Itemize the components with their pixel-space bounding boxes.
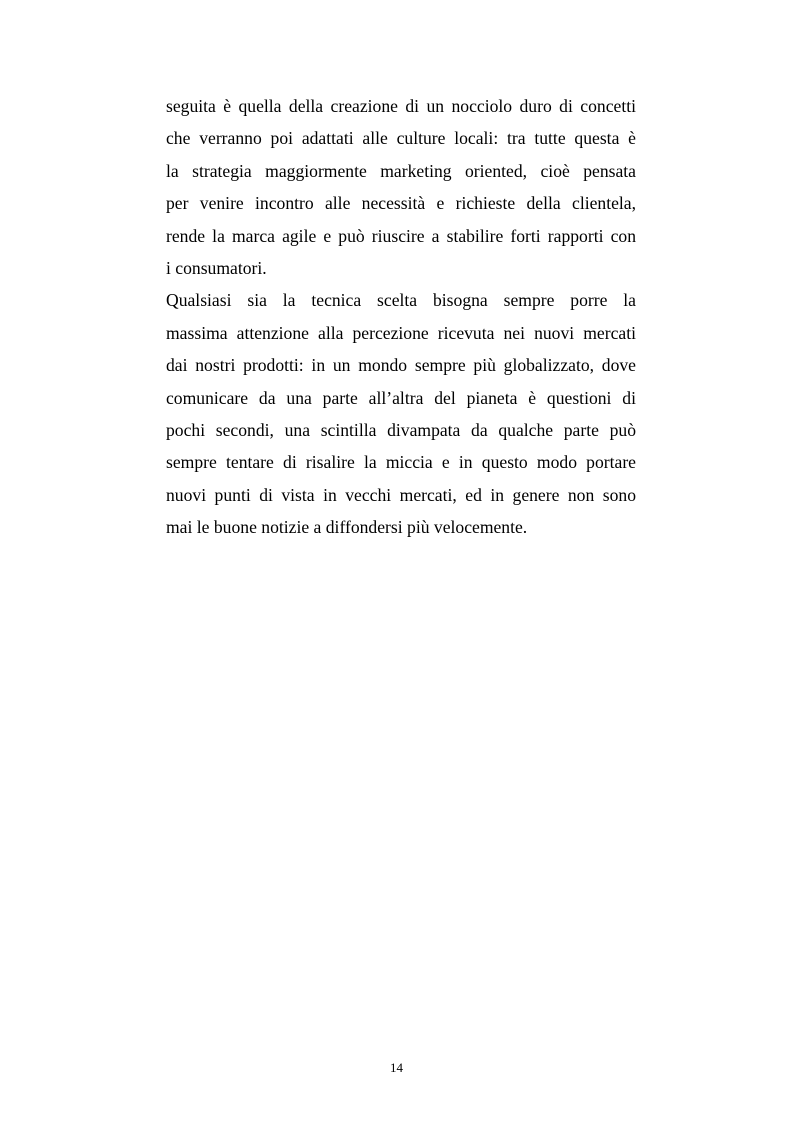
text-line: rende la marca agile e può riuscire a stabilire forti rapporti con bbox=[166, 225, 636, 246]
text-line: la strategia maggiormente marketing oriented, cioè pensata bbox=[166, 160, 636, 181]
text-line: massima attenzione alla percezione ricevuta nei nuovi mercati bbox=[166, 322, 636, 343]
text-line: i consumatori. bbox=[166, 257, 267, 278]
text-line: che verranno poi adattati alle culture locali: tra tutte questa è bbox=[166, 128, 636, 149]
text-line: per venire incontro alle necessità e richieste della clientela, bbox=[166, 193, 636, 214]
paragraph-1 bbox=[166, 90, 636, 284]
body-text bbox=[166, 90, 636, 543]
text-line: pochi secondi, una scintilla divampata da qualche parte può bbox=[166, 419, 636, 440]
text-line: comunicare da una parte all’altra del pianeta è questioni di bbox=[166, 387, 636, 408]
text-line: seguita è quella della creazione di un nocciolo duro di concetti bbox=[166, 96, 636, 116]
text-line: Qualsiasi sia la tecnica scelta bisogna sempre porre la bbox=[166, 290, 636, 311]
text-line: nuovi punti di vista in vecchi mercati, ed in genere non sono bbox=[166, 484, 636, 505]
text-line: sempre tentare di risalire la miccia e in questo modo portare bbox=[166, 452, 636, 473]
text-line: dai nostri prodotti: in un mondo sempre più globalizzato, dove bbox=[166, 355, 636, 376]
paragraph-2 bbox=[166, 284, 636, 543]
text-line: mai le buone notizie a diffondersi più velocemente. bbox=[166, 517, 528, 538]
page-number: 14 bbox=[390, 1060, 403, 1075]
